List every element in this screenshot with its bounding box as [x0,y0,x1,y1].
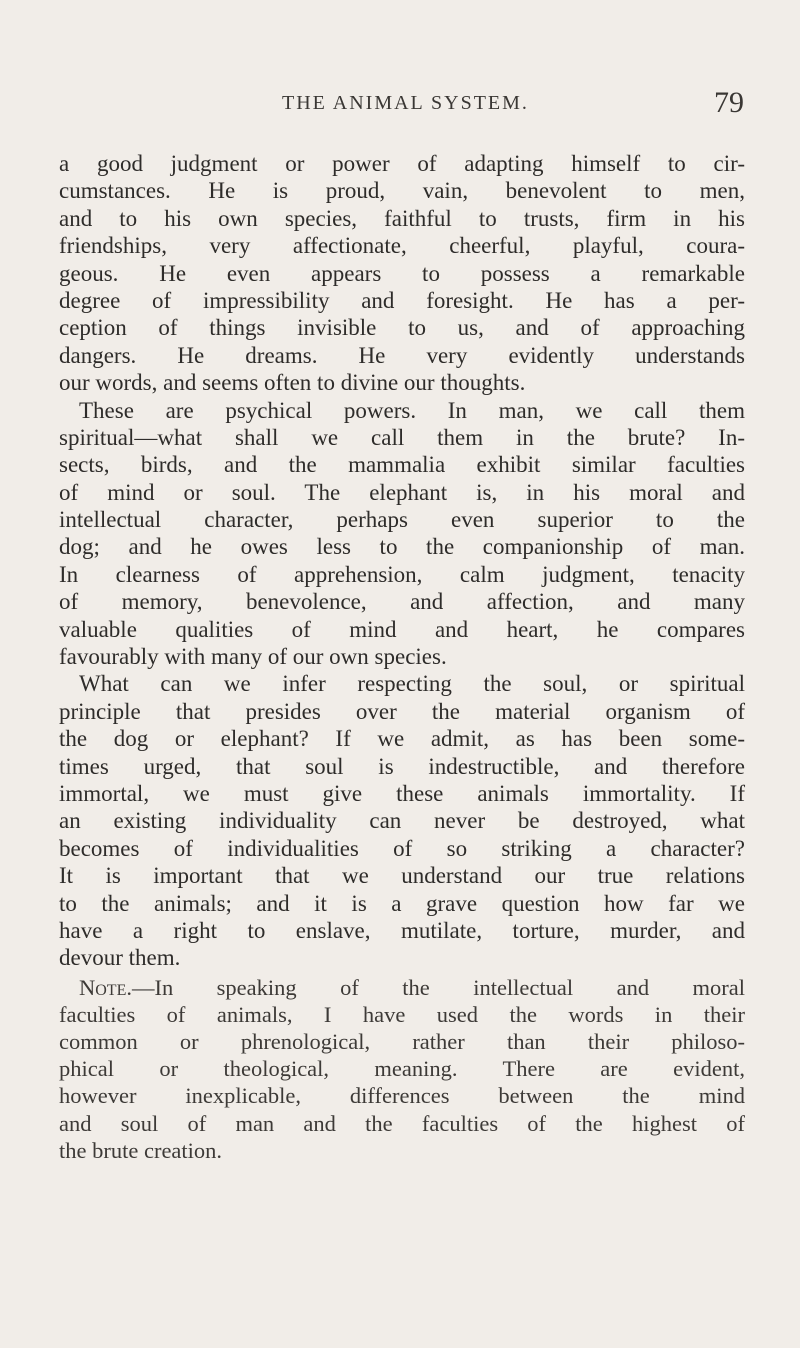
text-line: common or phrenological, rather than their philoso- [59,1029,745,1055]
running-title: THE ANIMAL SYSTEM. [282,92,529,114]
text-line: times urged, that soul is indestructible, and therefore [59,753,745,779]
text-line: faculties of animals, I have used the words in their [59,1001,745,1027]
text-line: intellectual character, perhaps even superior to the [59,507,745,533]
text-line: phical or theological, meaning. There are evident, [59,1056,745,1082]
text-line: a good judgment or power of adapting himself to cir- [59,151,745,176]
text-line: of mind or soul. The elephant is, in his moral and [59,479,745,505]
text-line: have a right to enslave, mutilate, torture, murder, and [59,917,745,943]
text-line: the brute creation. [59,1137,223,1163]
text-line: the dog or elephant? If we admit, as has been some- [59,726,745,752]
text-line: ception of things invisible to us, and of approaching [59,315,745,341]
footnote [59,974,745,1164]
text-line: In clearness of apprehension, calm judgment, tenacity [59,561,745,587]
running-head [0,86,800,122]
text-line: our words, and seems often to divine our thoughts. [59,370,526,396]
text-line: favourably with many of our own species. [59,644,447,670]
text-line: however inexplicable, differences between the mind [59,1083,745,1109]
text-line: devour them. [59,945,181,971]
body-text [59,150,745,1164]
text-line: friendships, very affectionate, cheerful, playful, coura- [59,233,745,259]
text-line: What can we infer respecting the soul, or spiritual [79,671,745,697]
text-line: of memory, benevolence, and affection, and many [59,589,745,615]
text-line: cumstances. He is proud, vain, benevolent to men, [59,178,745,204]
text-line: degree of impressibility and foresight. He has a per- [59,287,745,313]
text-line: valuable qualities of mind and heart, he compares [59,616,745,642]
text-line: an existing individuality can never be destroyed, what [59,808,745,834]
note-label: Note. [79,974,132,1000]
text-line: sects, birds, and the mammalia exhibit similar faculties [59,452,745,478]
paragraph-2 [59,397,745,671]
text-line: principle that presides over the material organism of [59,698,745,724]
text-line: and soul of man and the faculties of the highest of [59,1110,745,1136]
paragraph-3 [59,670,745,971]
paragraph-1 [59,150,745,397]
note-first-line-text: —In speaking of the intellectual and moral [131,974,745,1000]
text-line: These are psychical powers. In man, we call them [79,397,745,423]
text-line: immortal, we must give these animals immortality. If [59,780,745,806]
text-line: It is important that we understand our true relations [59,863,745,889]
footnote-first-line [59,974,745,1001]
text-line: geous. He even appears to possess a remarkable [59,260,745,286]
text-line: spiritual—what shall we call them in the brute? In- [59,424,745,450]
text-line: dog; and he owes less to the companionship of man. [59,534,745,560]
text-line: becomes of individualities of so striking a character? [59,835,745,861]
page-number: 79 [714,86,744,119]
text-line: dangers. He dreams. He very evidently understands [59,342,745,368]
text-line: to the animals; and it is a grave question how far we [59,890,745,916]
text-line: and to his own species, faithful to trusts, firm in his [59,205,745,231]
